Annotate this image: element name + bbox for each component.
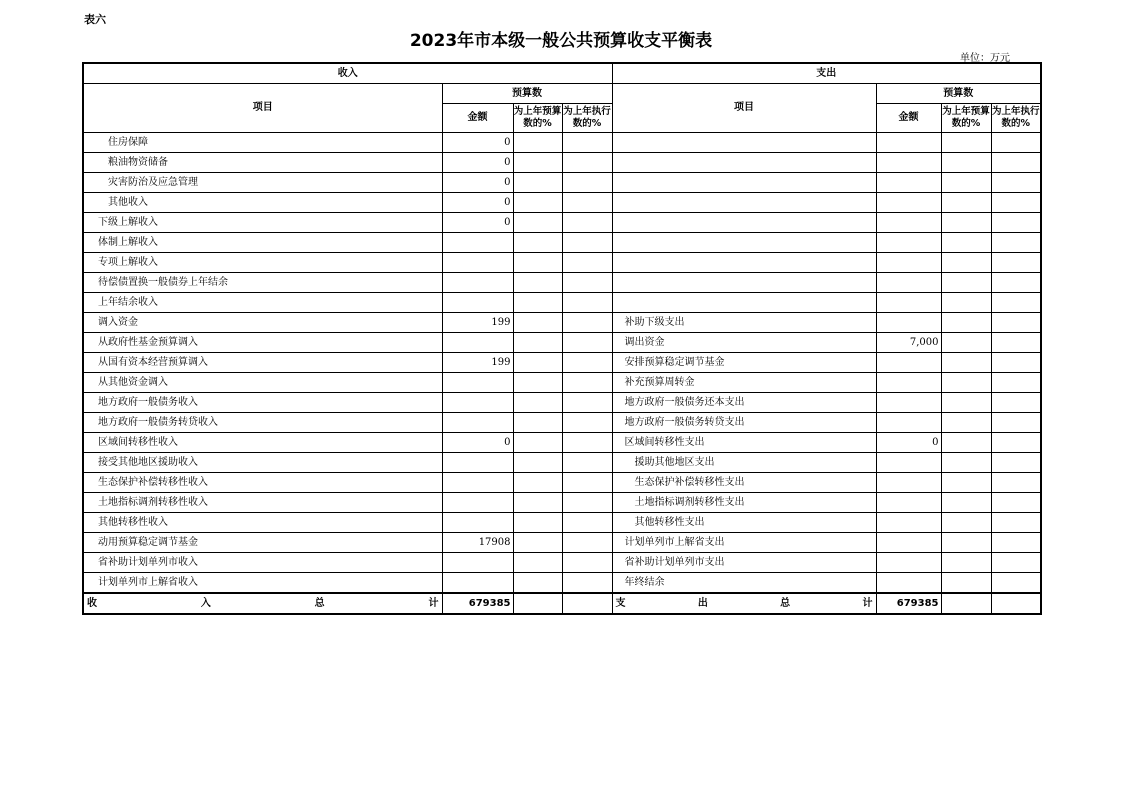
income-pct-budget bbox=[513, 333, 562, 353]
expense-pct-exec bbox=[991, 433, 1041, 453]
income-pct-exec bbox=[562, 513, 612, 533]
income-pct-exec bbox=[562, 273, 612, 293]
income-pct-exec bbox=[562, 453, 612, 473]
income-pct-budget bbox=[513, 473, 562, 493]
expense-item bbox=[612, 233, 876, 253]
expense-pct-budget bbox=[941, 473, 991, 493]
income-pct-exec bbox=[562, 393, 612, 413]
income-amount bbox=[442, 393, 513, 413]
income-item: 下级上解收入 bbox=[83, 213, 442, 233]
table-row bbox=[83, 473, 1041, 493]
table-row bbox=[83, 573, 1041, 594]
income-pct-exec bbox=[562, 553, 612, 573]
expense-total-char: 计 bbox=[862, 597, 873, 609]
expense-pct-budget bbox=[941, 533, 991, 553]
income-pct-budget bbox=[513, 573, 562, 594]
income-pct-exec bbox=[562, 333, 612, 353]
income-pct-budget bbox=[513, 453, 562, 473]
table-row bbox=[83, 533, 1041, 553]
expense-amount bbox=[876, 313, 941, 333]
table-row bbox=[83, 333, 1041, 353]
table-row bbox=[83, 133, 1041, 153]
expense-pct-exec bbox=[991, 373, 1041, 393]
income-item: 从其他资金调入 bbox=[83, 373, 442, 393]
income-amount: 0 bbox=[442, 153, 513, 173]
expense-total-amount: 679385 bbox=[876, 593, 941, 614]
expense-amount bbox=[876, 373, 941, 393]
expense-pct-budget bbox=[941, 373, 991, 393]
income-pct-budget bbox=[513, 153, 562, 173]
income-pct-budget bbox=[513, 273, 562, 293]
income-pct-budget bbox=[513, 193, 562, 213]
income-item: 灾害防治及应急管理 bbox=[83, 173, 442, 193]
income-amount bbox=[442, 573, 513, 594]
income-header: 收入 bbox=[83, 63, 612, 84]
table-row bbox=[83, 213, 1041, 233]
income-amount bbox=[442, 233, 513, 253]
expense-item: 生态保护补偿转移性支出 bbox=[612, 473, 876, 493]
table-row bbox=[83, 193, 1041, 213]
expense-pct-exec bbox=[991, 193, 1041, 213]
expense-pct-prev-budget-header: 为上年预算数的% bbox=[941, 104, 991, 133]
expense-item: 计划单列市上解省支出 bbox=[612, 533, 876, 553]
table-row bbox=[83, 433, 1041, 453]
income-amount bbox=[442, 273, 513, 293]
table-row bbox=[83, 233, 1041, 253]
table-row bbox=[83, 253, 1041, 273]
income-pct-exec bbox=[562, 573, 612, 594]
expense-item: 调出资金 bbox=[612, 333, 876, 353]
income-pct-budget bbox=[513, 353, 562, 373]
expense-pct-budget bbox=[941, 573, 991, 594]
expense-pct-budget bbox=[941, 233, 991, 253]
income-amount-header: 金额 bbox=[442, 104, 513, 133]
income-pct-exec bbox=[562, 213, 612, 233]
table-row bbox=[83, 353, 1041, 373]
expense-amount bbox=[876, 153, 941, 173]
expense-amount bbox=[876, 573, 941, 594]
expense-pct-exec bbox=[991, 473, 1041, 493]
expense-amount bbox=[876, 193, 941, 213]
expense-item-header: 项目 bbox=[612, 84, 876, 133]
expense-pct-exec bbox=[991, 293, 1041, 313]
expense-pct-exec bbox=[991, 273, 1041, 293]
expense-pct-budget bbox=[941, 353, 991, 373]
expense-pct-prev-exec-header: 为上年执行数的% bbox=[991, 104, 1041, 133]
income-pct-budget bbox=[513, 373, 562, 393]
income-item: 接受其他地区援助收入 bbox=[83, 453, 442, 473]
expense-item: 援助其他地区支出 bbox=[612, 453, 876, 473]
expense-pct-exec bbox=[991, 393, 1041, 413]
income-amount: 0 bbox=[442, 133, 513, 153]
expense-item: 区域间转移性支出 bbox=[612, 433, 876, 453]
income-pct-budget bbox=[513, 293, 562, 313]
table-number: 表六 bbox=[84, 13, 106, 26]
expense-item: 年终结余 bbox=[612, 573, 876, 594]
expense-pct-exec bbox=[991, 533, 1041, 553]
expense-amount bbox=[876, 293, 941, 313]
income-pct-budget bbox=[513, 533, 562, 553]
expense-item: 其他转移性支出 bbox=[612, 513, 876, 533]
expense-amount bbox=[876, 513, 941, 533]
table-row bbox=[83, 493, 1041, 513]
expense-pct-budget bbox=[941, 313, 991, 333]
income-amount bbox=[442, 453, 513, 473]
expense-pct-exec bbox=[991, 453, 1041, 473]
income-pct-exec bbox=[562, 413, 612, 433]
income-pct-exec bbox=[562, 293, 612, 313]
expense-item: 土地指标调剂转移性支出 bbox=[612, 493, 876, 513]
expense-pct-exec bbox=[991, 173, 1041, 193]
expense-pct-budget bbox=[941, 273, 991, 293]
expense-item bbox=[612, 213, 876, 233]
income-item: 省补助计划单列市收入 bbox=[83, 553, 442, 573]
expense-item bbox=[612, 173, 876, 193]
income-item: 动用预算稳定调节基金 bbox=[83, 533, 442, 553]
income-item: 区域间转移性收入 bbox=[83, 433, 442, 453]
income-pct-exec bbox=[562, 193, 612, 213]
income-amount bbox=[442, 373, 513, 393]
income-item: 地方政府一般债务收入 bbox=[83, 393, 442, 413]
income-item: 粮油物资储备 bbox=[83, 153, 442, 173]
page-title: 2023年市本级一般公共预算收支平衡表 bbox=[409, 31, 713, 51]
income-item: 土地指标调剂转移性收入 bbox=[83, 493, 442, 513]
income-pct-exec bbox=[562, 353, 612, 373]
expense-total-label bbox=[612, 593, 876, 614]
income-total-char: 收 bbox=[87, 597, 97, 609]
expense-pct-budget bbox=[941, 413, 991, 433]
income-pct-budget bbox=[513, 553, 562, 573]
expense-item: 地方政府一般债务转贷支出 bbox=[612, 413, 876, 433]
income-pct-budget bbox=[513, 213, 562, 233]
unit-label: 单位：万元 bbox=[960, 53, 1010, 64]
table-row bbox=[83, 373, 1041, 393]
expense-total-char: 支 bbox=[615, 597, 626, 609]
expense-item bbox=[612, 153, 876, 173]
expense-header: 支出 bbox=[612, 63, 1041, 84]
income-pct-exec bbox=[562, 153, 612, 173]
expense-pct-exec bbox=[991, 253, 1041, 273]
expense-pct-budget bbox=[941, 393, 991, 413]
income-amount bbox=[442, 333, 513, 353]
expense-amount bbox=[876, 233, 941, 253]
income-pct-exec bbox=[562, 253, 612, 273]
expense-amount bbox=[876, 493, 941, 513]
income-pct-exec bbox=[562, 433, 612, 453]
income-item: 住房保障 bbox=[83, 133, 442, 153]
expense-pct-budget bbox=[941, 253, 991, 273]
income-amount: 17908 bbox=[442, 533, 513, 553]
income-amount: 199 bbox=[442, 353, 513, 373]
income-item: 从国有资本经营预算调入 bbox=[83, 353, 442, 373]
expense-item bbox=[612, 273, 876, 293]
expense-pct-budget bbox=[941, 153, 991, 173]
income-amount bbox=[442, 473, 513, 493]
income-item: 地方政府一般债务转贷收入 bbox=[83, 413, 442, 433]
expense-amount bbox=[876, 133, 941, 153]
expense-amount bbox=[876, 393, 941, 413]
table-row bbox=[83, 453, 1041, 473]
expense-item: 省补助计划单列市支出 bbox=[612, 553, 876, 573]
table-row bbox=[83, 553, 1041, 573]
income-pct-prev-exec-header: 为上年执行数的% bbox=[562, 104, 612, 133]
expense-item: 地方政府一般债务还本支出 bbox=[612, 393, 876, 413]
income-pct-budget bbox=[513, 493, 562, 513]
income-amount bbox=[442, 493, 513, 513]
expense-pct-exec bbox=[991, 573, 1041, 594]
expense-pct-budget bbox=[941, 333, 991, 353]
expense-pct-exec bbox=[991, 413, 1041, 433]
expense-total-char: 出 bbox=[697, 597, 708, 609]
income-pct-exec bbox=[562, 533, 612, 553]
income-item: 专项上解收入 bbox=[83, 253, 442, 273]
expense-item bbox=[612, 253, 876, 273]
expense-pct-exec bbox=[991, 513, 1041, 533]
income-pct-budget bbox=[513, 413, 562, 433]
expense-item: 补充预算周转金 bbox=[612, 373, 876, 393]
income-pct-budget bbox=[513, 313, 562, 333]
expense-total-char: 总 bbox=[780, 597, 791, 609]
expense-amount-header: 金额 bbox=[876, 104, 941, 133]
table-row bbox=[83, 393, 1041, 413]
expense-amount bbox=[876, 213, 941, 233]
expense-amount bbox=[876, 413, 941, 433]
income-pct-budget bbox=[513, 253, 562, 273]
income-pct-budget bbox=[513, 233, 562, 253]
income-pct-exec bbox=[562, 233, 612, 253]
expense-amount bbox=[876, 353, 941, 373]
income-amount bbox=[442, 293, 513, 313]
expense-pct-budget bbox=[941, 493, 991, 513]
income-pct-budget bbox=[513, 393, 562, 413]
expense-amount bbox=[876, 253, 941, 273]
expense-item: 安排预算稳定调节基金 bbox=[612, 353, 876, 373]
table-row bbox=[83, 173, 1041, 193]
income-pct-prev-budget-header: 为上年预算数的% bbox=[513, 104, 562, 133]
income-pct-exec bbox=[562, 173, 612, 193]
expense-total-pct-budget bbox=[941, 593, 991, 614]
income-pct-exec bbox=[562, 133, 612, 153]
income-amount: 0 bbox=[442, 213, 513, 233]
expense-total-pct-exec bbox=[991, 593, 1041, 614]
table-row bbox=[83, 313, 1041, 333]
income-amount bbox=[442, 413, 513, 433]
income-item: 计划单列市上解省收入 bbox=[83, 573, 442, 594]
income-total-char: 入 bbox=[200, 597, 211, 609]
income-item: 上年结余收入 bbox=[83, 293, 442, 313]
table-row bbox=[83, 513, 1041, 533]
table-row bbox=[83, 273, 1041, 293]
expense-item bbox=[612, 293, 876, 313]
expense-pct-budget bbox=[941, 453, 991, 473]
expense-item bbox=[612, 133, 876, 153]
expense-pct-budget bbox=[941, 433, 991, 453]
expense-item: 补助下级支出 bbox=[612, 313, 876, 333]
budget-balance-table bbox=[82, 62, 1042, 615]
expense-pct-budget bbox=[941, 293, 991, 313]
income-amount: 0 bbox=[442, 433, 513, 453]
income-budget-header: 预算数 bbox=[442, 84, 612, 104]
expense-amount bbox=[876, 173, 941, 193]
expense-pct-exec bbox=[991, 133, 1041, 153]
expense-pct-exec bbox=[991, 333, 1041, 353]
expense-item bbox=[612, 193, 876, 213]
expense-pct-exec bbox=[991, 313, 1041, 333]
expense-pct-budget bbox=[941, 173, 991, 193]
expense-amount bbox=[876, 453, 941, 473]
income-item: 其他收入 bbox=[83, 193, 442, 213]
expense-budget-header: 预算数 bbox=[876, 84, 1041, 104]
income-amount: 0 bbox=[442, 173, 513, 193]
total-row bbox=[83, 593, 1041, 614]
expense-amount bbox=[876, 533, 941, 553]
income-pct-budget bbox=[513, 433, 562, 453]
income-total-pct-budget bbox=[513, 593, 562, 614]
income-total-amount: 679385 bbox=[442, 593, 513, 614]
income-pct-exec bbox=[562, 373, 612, 393]
expense-amount bbox=[876, 473, 941, 493]
expense-pct-budget bbox=[941, 553, 991, 573]
income-item: 从政府性基金预算调入 bbox=[83, 333, 442, 353]
expense-pct-exec bbox=[991, 233, 1041, 253]
income-amount bbox=[442, 253, 513, 273]
expense-pct-budget bbox=[941, 513, 991, 533]
table-row bbox=[83, 153, 1041, 173]
expense-pct-exec bbox=[991, 353, 1041, 373]
income-total-label bbox=[83, 593, 442, 614]
expense-pct-budget bbox=[941, 133, 991, 153]
expense-amount: 0 bbox=[876, 433, 941, 453]
income-amount bbox=[442, 553, 513, 573]
income-total-char: 计 bbox=[428, 597, 439, 609]
income-pct-exec bbox=[562, 313, 612, 333]
income-item-header: 项目 bbox=[83, 84, 442, 133]
income-pct-exec bbox=[562, 473, 612, 493]
expense-amount bbox=[876, 273, 941, 293]
income-amount: 0 bbox=[442, 193, 513, 213]
income-pct-exec bbox=[562, 493, 612, 513]
income-amount bbox=[442, 513, 513, 533]
income-pct-budget bbox=[513, 133, 562, 153]
table-row bbox=[83, 293, 1041, 313]
table-row bbox=[83, 413, 1041, 433]
expense-pct-budget bbox=[941, 193, 991, 213]
income-pct-budget bbox=[513, 513, 562, 533]
expense-pct-exec bbox=[991, 153, 1041, 173]
income-item: 体制上解收入 bbox=[83, 233, 442, 253]
expense-pct-budget bbox=[941, 213, 991, 233]
income-item: 待偿债置换一般债券上年结余 bbox=[83, 273, 442, 293]
expense-pct-exec bbox=[991, 553, 1041, 573]
income-amount: 199 bbox=[442, 313, 513, 333]
income-total-pct-exec bbox=[562, 593, 612, 614]
income-item: 其他转移性收入 bbox=[83, 513, 442, 533]
income-total-char: 总 bbox=[314, 597, 325, 609]
expense-pct-exec bbox=[991, 213, 1041, 233]
income-item: 调入资金 bbox=[83, 313, 442, 333]
expense-pct-exec bbox=[991, 493, 1041, 513]
expense-amount: 7,000 bbox=[876, 333, 941, 353]
income-pct-budget bbox=[513, 173, 562, 193]
expense-amount bbox=[876, 553, 941, 573]
income-item: 生态保护补偿转移性收入 bbox=[83, 473, 442, 493]
